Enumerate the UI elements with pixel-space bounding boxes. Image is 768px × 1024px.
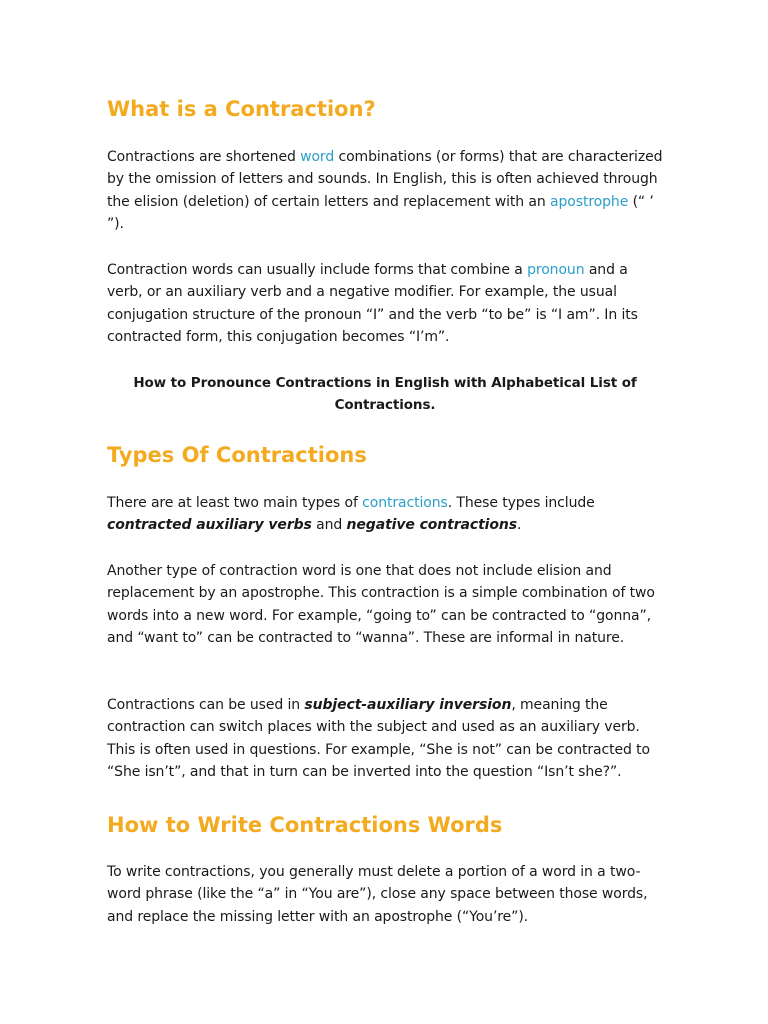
- paragraph-main-types: [107, 492, 663, 537]
- text-span: and a verb, or an auxiliary verb and a negative modifier. For example, the usual conjugation structure of the pronoun “I” and the verb “to be” is “I am”. In its contracted form, this conjugation becomes “I’m”.: [107, 262, 638, 345]
- text-span: . These types include: [447, 495, 595, 511]
- paragraph-forms: [107, 259, 663, 348]
- paragraph-write-contractions: To write contractions, you generally must delete a portion of a word in a two-word phrase (like the “a” in “You are”), close any space between those words, and replace the missing letter with an apostrophe (“You’re”).: [107, 864, 648, 925]
- text-span: (“ ’ ”).: [107, 193, 654, 232]
- paragraph-definition: [107, 146, 663, 235]
- text-span: .: [517, 517, 522, 534]
- link-word[interactable]: word: [300, 149, 335, 165]
- text-span: combinations (or forms) that are characterized by the omission of letters and sounds. In English, this is often achieved through the elision (deletion) of certain letters and replacement with an: [107, 149, 663, 210]
- link-contractions[interactable]: contractions: [362, 495, 448, 511]
- heading-what-is-a-contraction: What is a Contraction?: [107, 97, 376, 121]
- text-span: Contractions are shortened: [107, 149, 301, 165]
- link-pronoun[interactable]: pronoun: [527, 262, 585, 278]
- emphasis-contracted-auxiliary-verbs: contracted auxiliary verbs: [107, 517, 312, 534]
- emphasis-negative-contractions: negative contractions: [346, 517, 517, 534]
- emphasis-subject-auxiliary-inversion: subject-auxiliary inversion: [304, 697, 512, 713]
- caption-pronounce-contractions: How to Pronounce Contractions in English with Alphabetical List of Contractions.: [133, 375, 637, 414]
- link-apostrophe[interactable]: apostrophe: [550, 193, 629, 210]
- text-span: There are at least two main types of: [107, 495, 363, 511]
- heading-types-of-contractions: Types Of Contractions: [107, 443, 367, 467]
- text-span: and: [311, 517, 347, 534]
- paragraph-informal-contractions: Another type of contraction word is one that does not include elision and replacement by an apostrophe. This contraction is a simple combination of two words into a new word. For example, “going to” can be contracted to “gonna”, and “want to” can be contracted to “wanna”. These are informal in nature.: [107, 563, 655, 646]
- text-span: , meaning the contraction can switch places with the subject and used as an auxiliary verb. This is often used in questions. For example, “She is not” can be contracted to “She isn’t”, and that in turn can be inverted into the question “Isn’t she?”.: [107, 697, 651, 780]
- text-span: Contraction words can usually include forms that combine a: [107, 262, 528, 278]
- text-span: Contractions can be used in: [107, 697, 305, 713]
- paragraph-subject-auxiliary-inversion: [107, 694, 663, 783]
- heading-how-to-write-contractions: How to Write Contractions Words: [107, 813, 503, 837]
